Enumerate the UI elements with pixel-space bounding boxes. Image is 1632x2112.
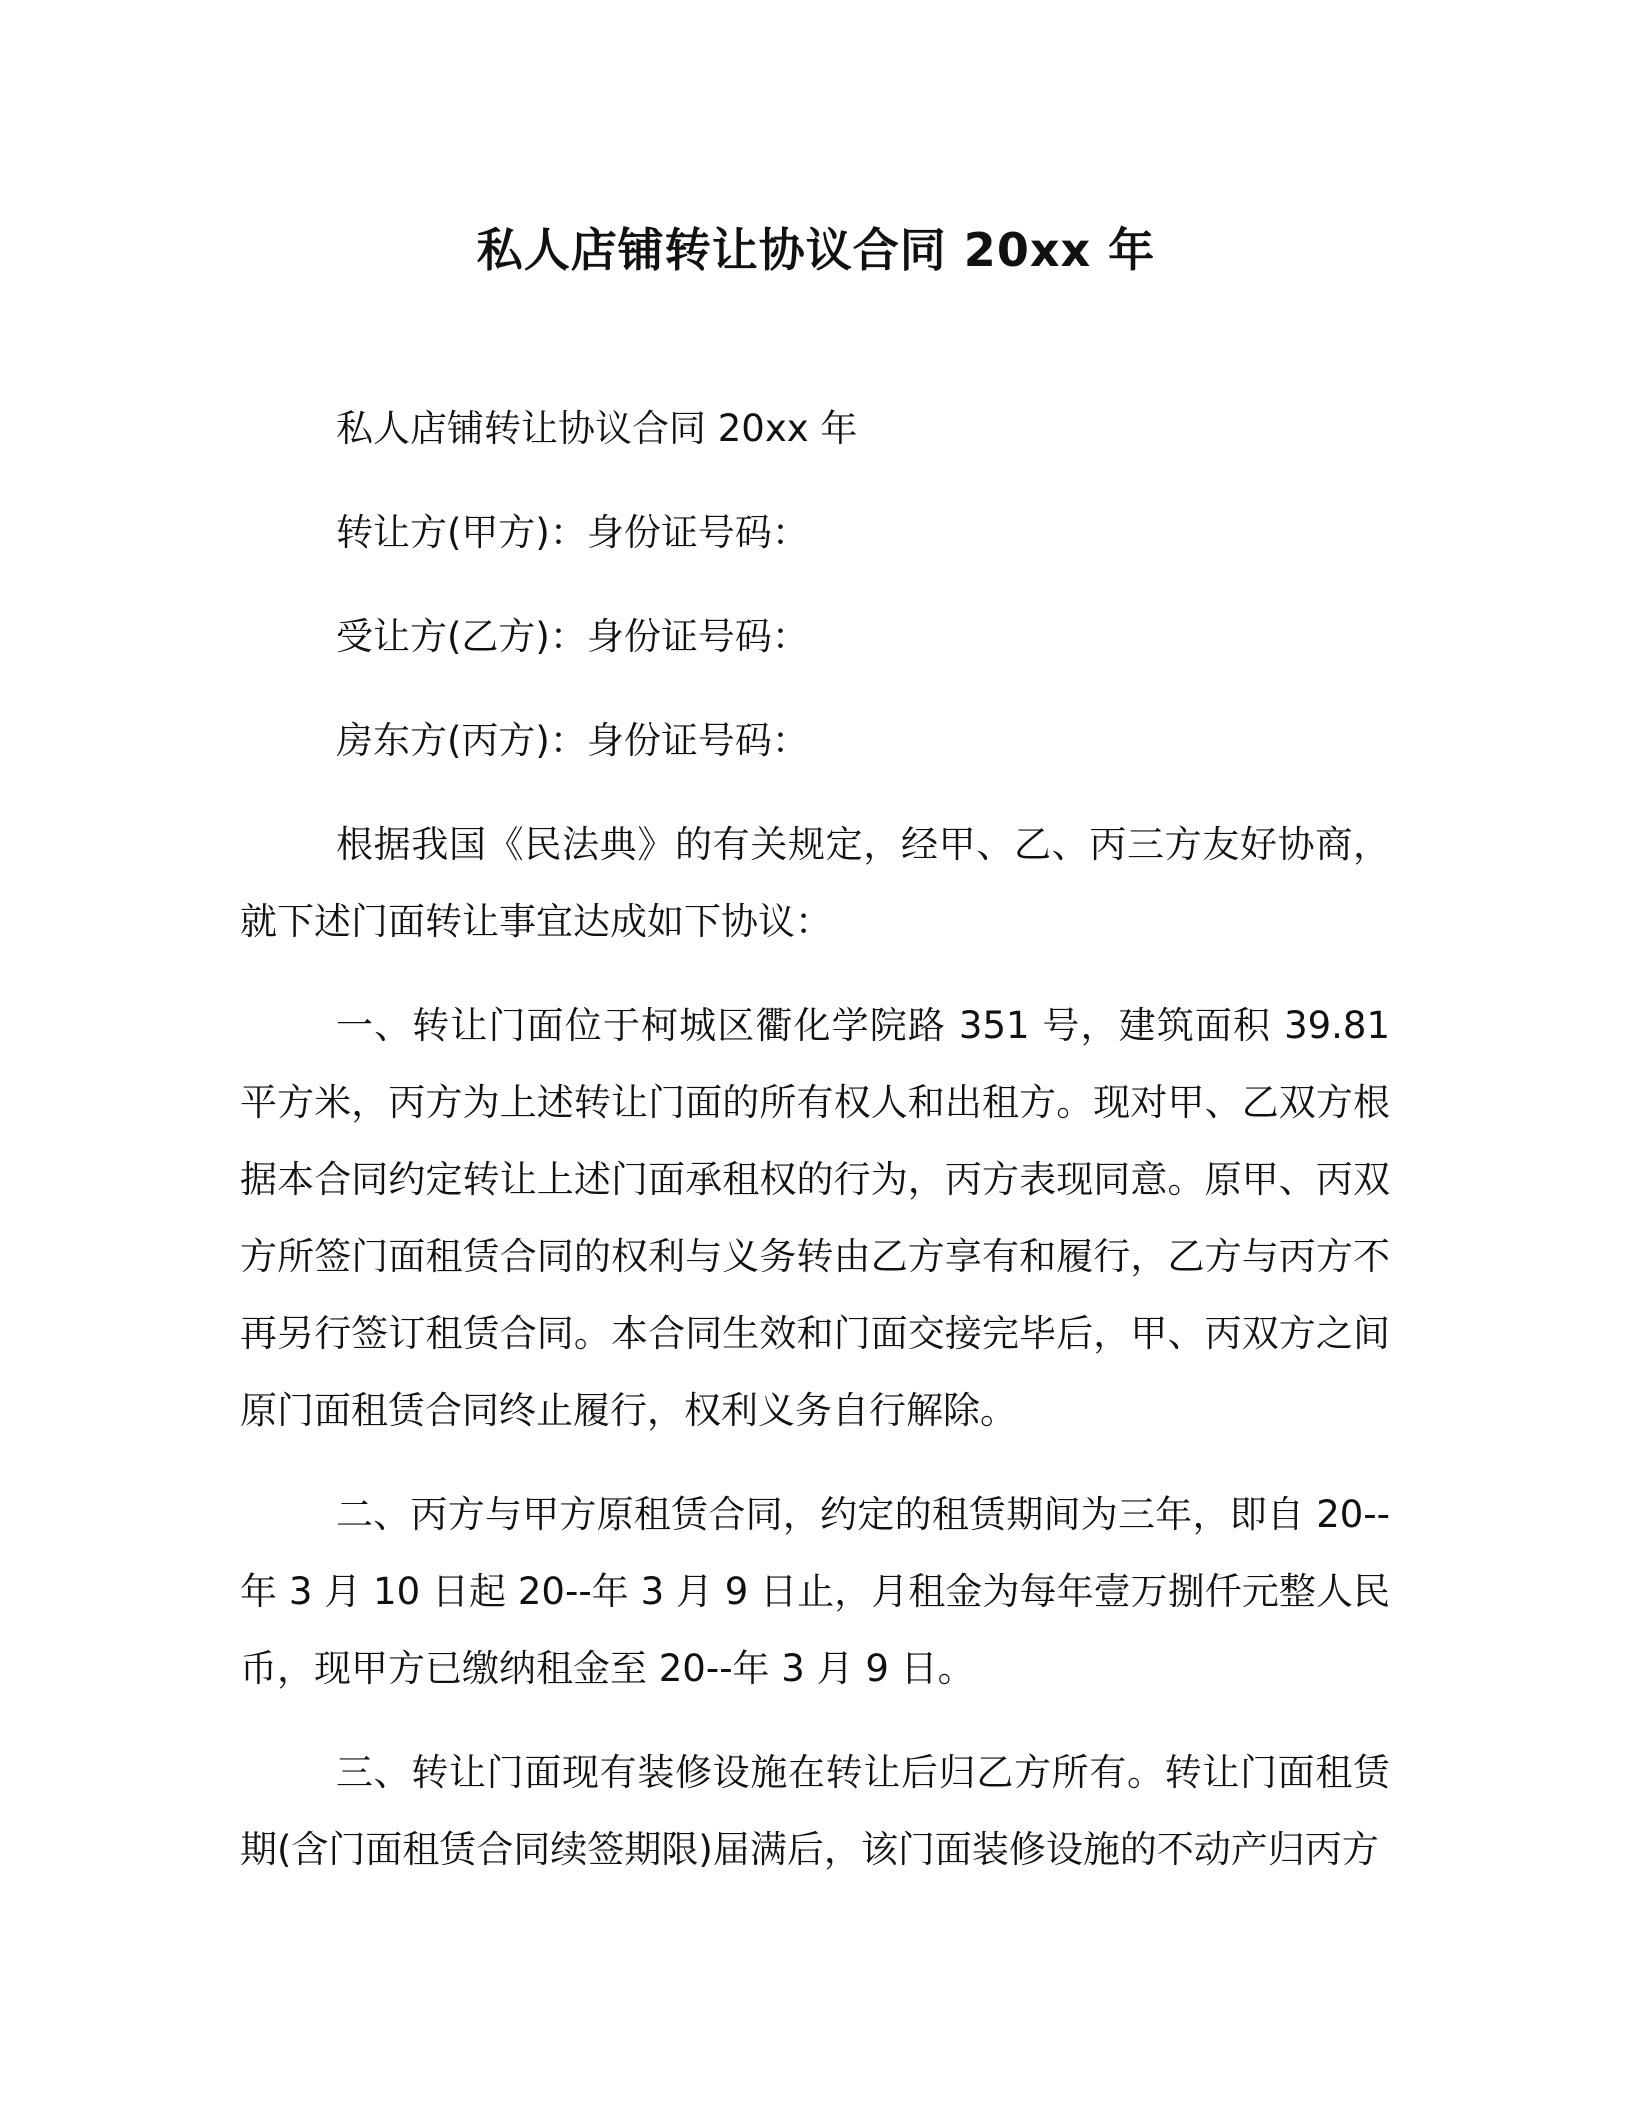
paragraph-party-b: 受让方(乙方)：身份证号码： [336,615,809,658]
paragraph-clause-3: 三、转让门面现有装修设施在转让后归乙方所有。转让门面租赁期(含门面租赁合同续签期限)届满后，该门面装修设施的不动产归丙方 [240,1751,1390,1871]
document-title: 私人店铺转让协议合同 20xx 年 [476,223,1156,277]
document-body [240,390,1390,1915]
paragraph-party-c: 房东方(丙方)：身份证号码： [336,719,809,762]
paragraph-clause-1: 一、转让门面位于柯城区衢化学院路 351 号，建筑面积 39.81 平方米，丙方为上述转让门面的所有权人和出租方。现对甲、乙双方根据本合同约定转让上述门面承租权的行为，丙方表现同意。原甲、丙双方所签门面租赁合同的权利与义务转由乙方享有和履行，乙方与丙方不再另行签订租赁合同。本合同生效和门面交接完毕后，甲、丙双方之间原门面租赁合同终止履行，权利义务自行解除。 [240,1004,1390,1432]
paragraph-preamble: 根据我国《民法典》的有关规定，经甲、乙、丙三方友好协商，就下述门面转让事宜达成如下协议： [240,823,1390,943]
paragraph-party-a: 转让方(甲方)：身份证号码： [336,511,809,554]
paragraph-clause-2: 二、丙方与甲方原租赁合同，约定的租赁期间为三年，即自 20--年 3 月 10 日起 20--年 3 月 9 日止，月租金为每年壹万捌仟元整人民币，现甲方已缴纳租金至 20--年 3 月 9 日。 [240,1493,1390,1690]
paragraph-subtitle: 私人店铺转让协议合同 20xx 年 [336,407,858,450]
